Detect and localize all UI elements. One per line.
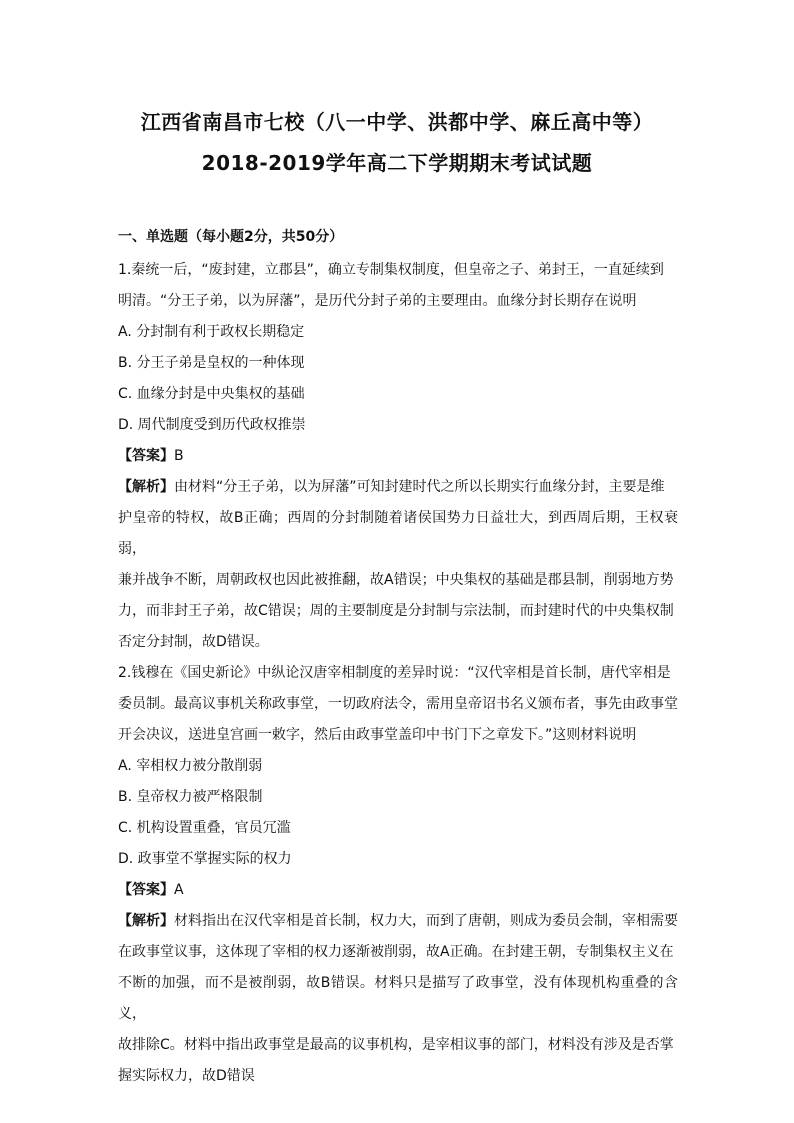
q1-analysis-label: 【解析】	[118, 479, 174, 495]
q1-analysis-2: 护皇帝的特权，故B正确；西周的分封制随着诸侯国势力日益壮大，到西周后期，王权衰弱，	[118, 510, 678, 557]
q2-option-b: B. 皇帝权力被严格限制	[118, 789, 263, 805]
q2-stem-1: 2.钱穆在《国史新论》中纵论汉唐宰相制度的差异时说：“汉代宰相是首长制，唐代宰相是	[118, 665, 671, 681]
q2-answer-label: 【答案】	[118, 882, 174, 898]
q2-option-d: D. 政事堂不掌握实际的权力	[118, 851, 292, 867]
q1-answer-label: 【答案】	[118, 448, 174, 464]
q1-option-d: D. 周代制度受到历代政权推崇	[118, 417, 306, 433]
section-heading: 一、单选题（每小题2分，共50分）	[118, 229, 344, 245]
title-line-1: 江西省南昌市七校（八一中学、洪都中学、麻丘高中等）	[140, 110, 654, 134]
q2-stem-2: 委员制。最高议事机关称政事堂，一切政府法令，需用皇帝诏书名义颁布者，事先由政事堂	[118, 696, 678, 712]
q1-analysis-5: 否定分封制，故D错误。	[118, 634, 269, 650]
q1-option-b: B. 分王子弟是皇权的一种体现	[118, 355, 305, 371]
q1-stem-1: 1.秦统一后，“废封建，立郡县”，确立专制集权制度，但皇帝之子、弟封王，一直延续到	[118, 262, 664, 278]
q2-answer	[118, 875, 678, 906]
q2-analysis-5: 握实际权力，故D错误	[118, 1068, 255, 1084]
q1-analysis-1	[118, 472, 678, 503]
q2-analysis-1	[118, 906, 678, 937]
q1-analysis-3: 兼并战争不断，周朝政权也因此被推翻，故A错误；中央集权的基础是郡县制，削弱地方势	[118, 572, 674, 588]
question-block	[118, 255, 678, 1092]
q2-analysis-2: 在政事堂议事，这体现了宰相的权力逐渐被削弱，故A正确。在封建王朝，专制集权主义在	[118, 944, 674, 960]
q2-analysis-text-1: 材料指出在汉代宰相是首长制，权力大，而到了唐朝，则成为委员会制，宰相需要	[174, 913, 678, 929]
q1-option-c: C. 血缘分封是中央集权的基础	[118, 386, 305, 402]
q1-analysis-text-1: 由材料“分王子弟，以为屏藩”可知封建时代之所以长期实行血缘分封，主要是维	[174, 479, 665, 495]
q2-stem-3: 开会决议，送进皇宫画一敕字，然后由政事堂盖印中书门下之章发下。”这则材料说明	[118, 727, 637, 743]
q2-analysis-3: 不断的加强，而不是被削弱，故B错误。材料只是描写了政事堂，没有体现机构重叠的含义，	[118, 975, 678, 1022]
q2-answer-value: A	[174, 882, 184, 898]
q2-option-a: A. 宰相权力被分散削弱	[118, 758, 263, 774]
q1-answer-value: B	[174, 448, 184, 464]
q1-option-a: A. 分封制有利于政权长期稳定	[118, 324, 305, 340]
q1-analysis-4: 力，而非封王子弟，故C错误；周的主要制度是分封制与宗法制，而封建时代的中央集权制	[118, 603, 674, 619]
q2-analysis-label: 【解析】	[118, 913, 174, 929]
q1-stem-2: 明清。“分王子弟，以为屏藩”，是历代分封子弟的主要理由。血缘分封长期存在说明	[118, 293, 637, 309]
q2-analysis-4: 故排除C。材料中指出政事堂是最高的议事机构，是宰相议事的部门，材料没有涉及是否掌	[118, 1037, 674, 1053]
title-line-2: 2018-2019学年高二下学期期末考试试题	[201, 151, 593, 175]
q1-answer	[118, 441, 678, 472]
q2-option-c: C. 机构设置重叠，官员冗滥	[118, 820, 291, 836]
